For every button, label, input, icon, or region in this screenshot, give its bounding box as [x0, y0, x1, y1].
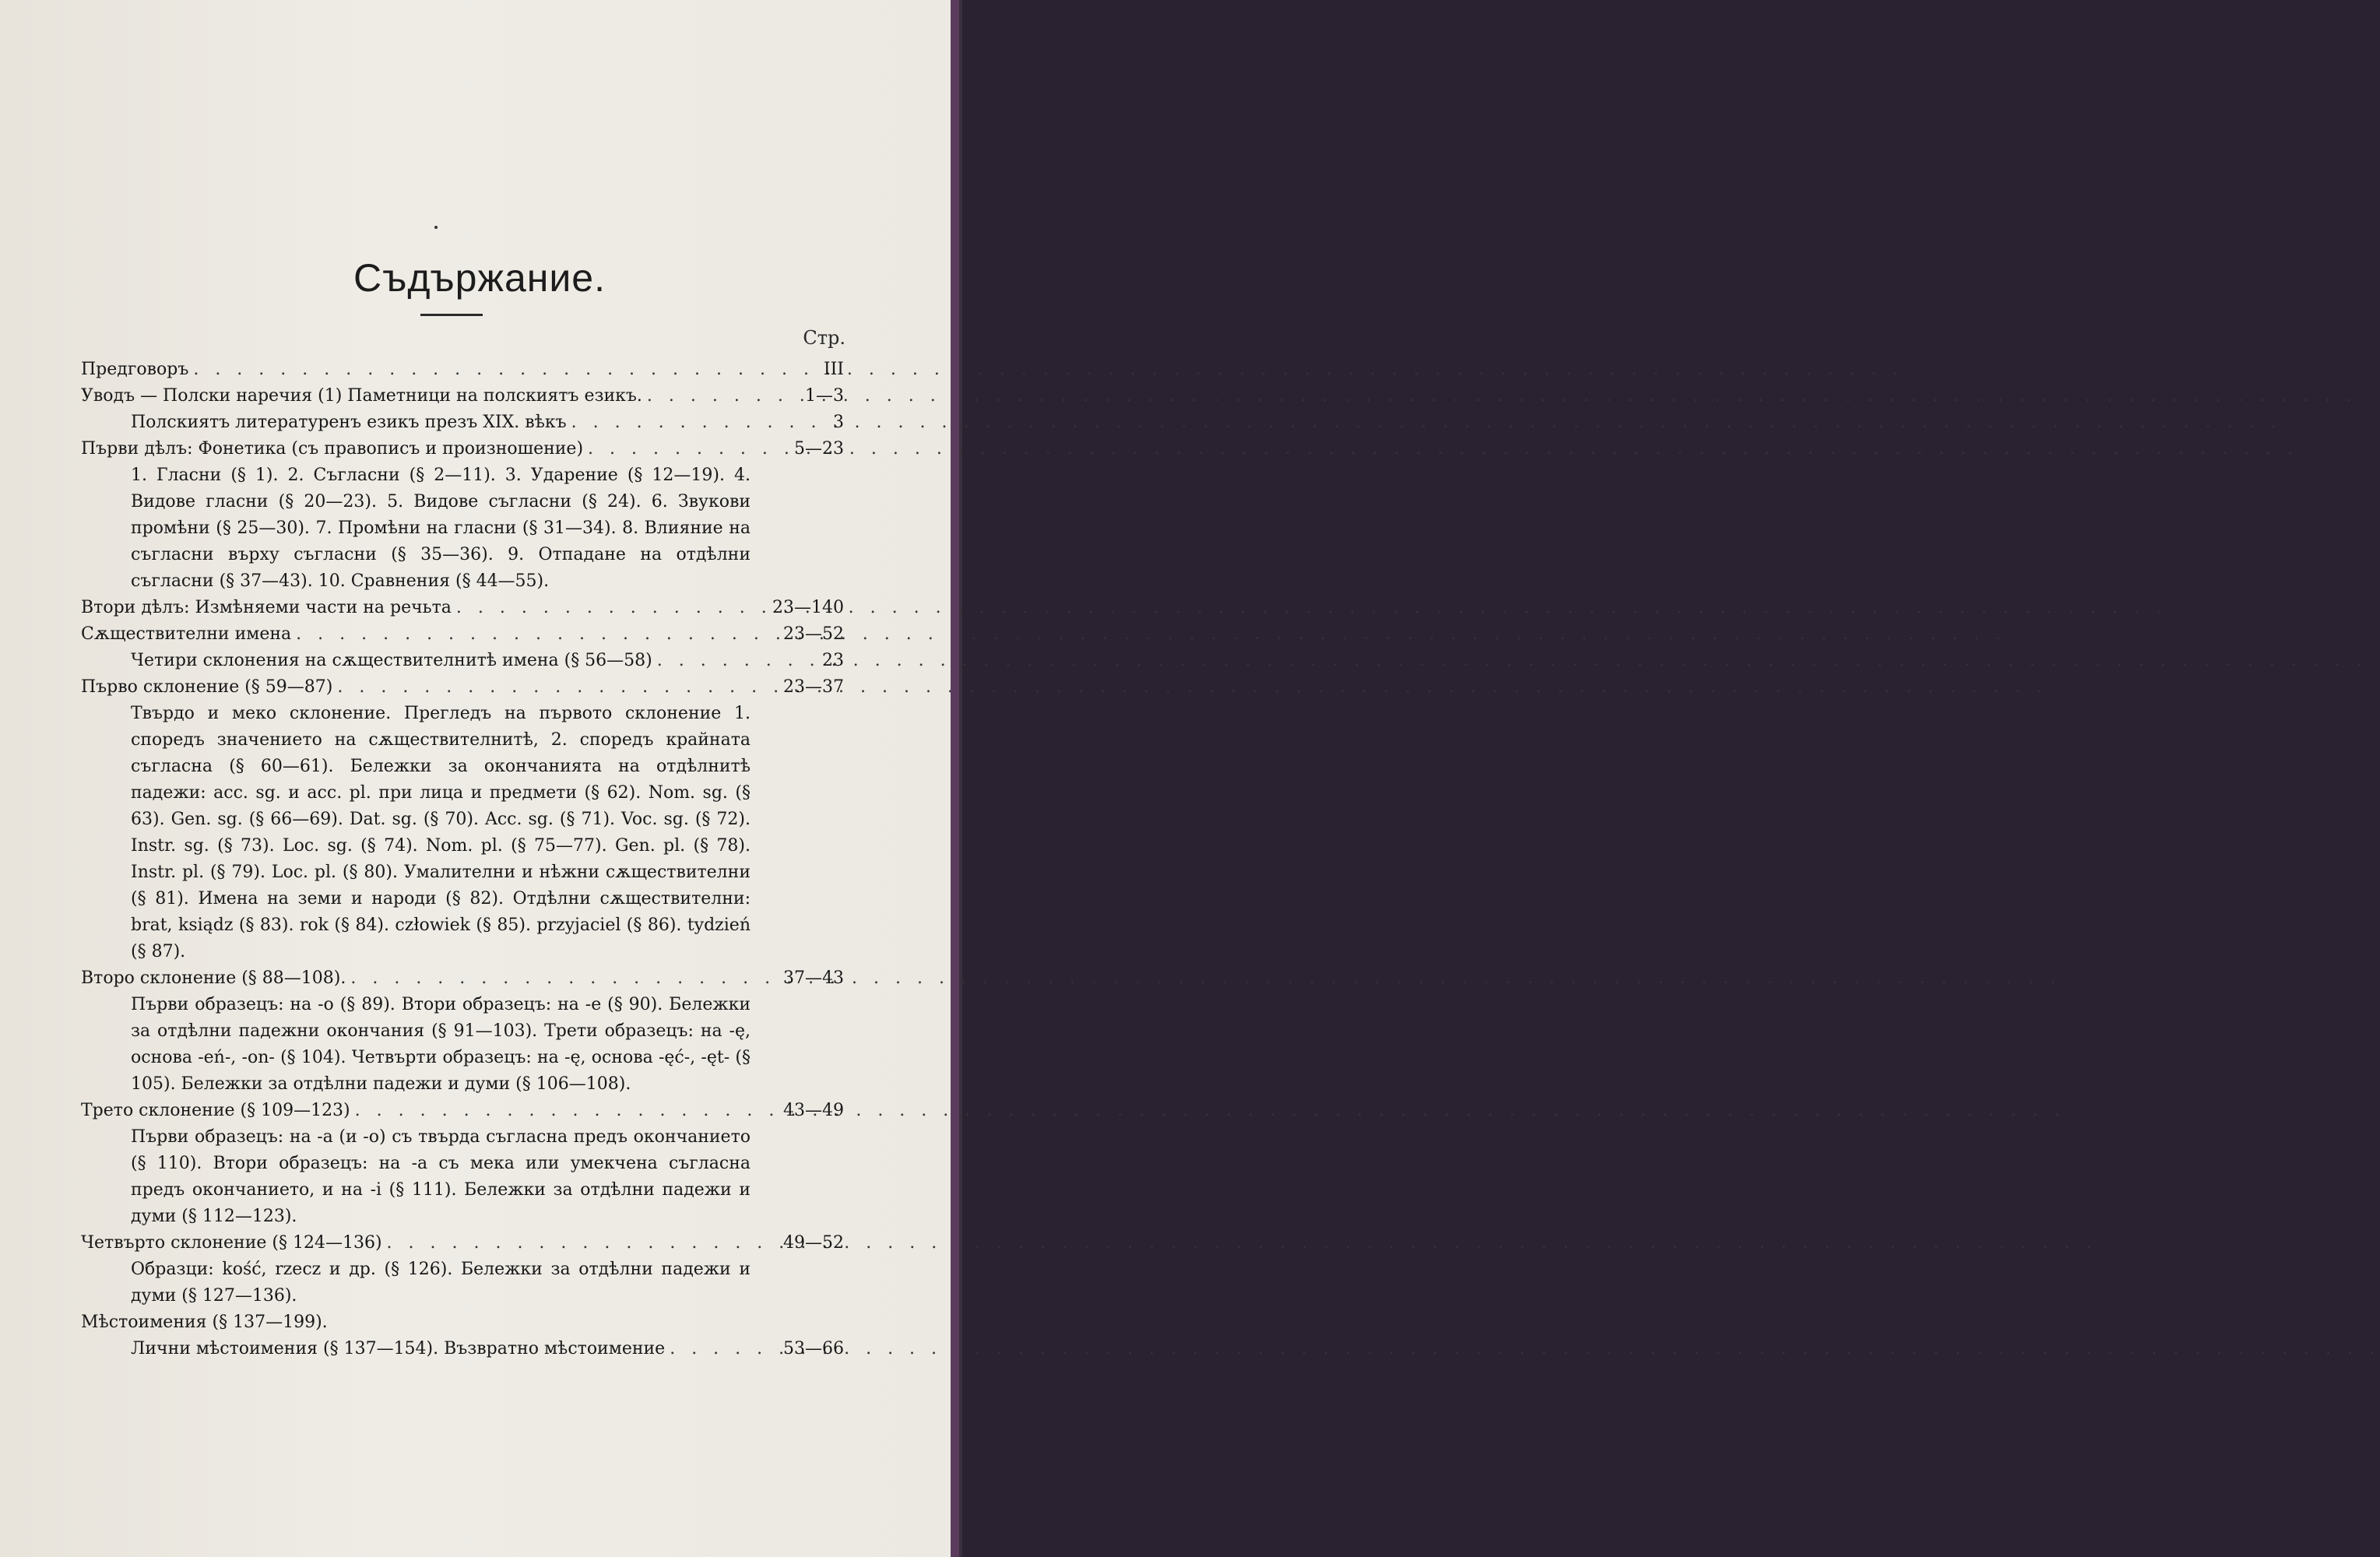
- toc-entry-four-declensions: Четири склонения на сѫществителнитѣ имена (§ 56—58) . . . 23: [81, 648, 844, 674]
- toc-paragraph-phonetics: 1. Гласни (§ 1). 2. Съгласни (§ 2—11). 3. Ударение (§ 12—19). 4. Видове гласни (§ 20—23). 5. Видове съгласни (§ 24). 6. Звукови промѣни (§ 25—30). 7. Промѣни на гласни (§ 31—34). 8. Влияние на съгласни върху съгласни (§ 35—36). 9. Отпадане на отдѣлни съгласни (§ 37—43). 10. Сравнения (§ 44—55).: [131, 466, 751, 591]
- page-number: III: [823, 360, 844, 379]
- toc-entry-pronouns: Мѣстоимения (§ 137—199).: [81, 1313, 328, 1332]
- page-number: 23: [822, 651, 844, 670]
- page-number: 37—43: [783, 968, 844, 988]
- toc-entry-intro: Уводъ — Полски наречия (1) Паметници на полскиятъ езикъ. . . . 1—3: [81, 383, 844, 409]
- toc-paragraph-fourth-declension: Образци: kość, rzecz и др. (§ 126). Бележки за отдѣлни падежи и думи (§ 127—136).: [131, 1260, 751, 1306]
- page-number: 23—37: [783, 677, 844, 697]
- toc-entry-third-declension: Трето склонение (§ 109—123) . . . 43—49: [81, 1098, 844, 1124]
- toc-paragraph-first-declension: Твърдо и меко склонение. Прегледъ на първото склонение 1. споредъ значението на сѫществителнитѣ, 2. споредъ крайната съгласна (§ 60—61). Бележки за окончанията на отдѣлнитѣ падежи: acc. sg. и acc. pl. при лица и предмети (§ 62). Nom. sg. (§ 63). Gen. sg. (§ 66—69). Dat. sg. (§ 70). Acc. sg. (§ 71). Voc. sg. (§ 72). Instr. sg. (§ 73). Loc. sg. (§ 74). Nom. pl. (§ 75—77). Gen. pl. (§ 78). Instr. pl. (§ 79). Loc. pl. (§ 80). Умалителни и нѣжни сѫществителни (§ 81). Имена на земи и народи (§ 82). Отдѣлни сѫществителни: brat, ksiądz (§ 83). rok (§ 84). człowiek (§ 85). przyjaciel (§ 86). tydzień (§ 87).: [131, 704, 751, 961]
- book-page: [0, 0, 962, 1557]
- page-number: 3: [833, 413, 844, 432]
- page-number: 5—23: [794, 439, 844, 459]
- toc-entry-preface: Предговоръ . . . III: [81, 357, 844, 383]
- toc-entry-fourth-declension: Четвърто склонение (§ 124—136) . . . 49—52: [81, 1230, 844, 1256]
- toc-entry-first-declension: Първо склонение (§ 59—87) . . . 23—37: [81, 674, 844, 701]
- page-title: Съдържание.: [353, 256, 606, 300]
- toc-entry-part-two: Втори дѣлъ: Измѣняеми части на речьта . . . 23—140: [81, 595, 844, 621]
- page-column-header: Стр.: [803, 327, 845, 349]
- toc-entry-nouns: Сѫществителни имена . . . 23—52: [81, 621, 844, 648]
- toc-entry-second-declension: Второ склонение (§ 88—108). . . . 37—43: [81, 965, 844, 992]
- title-rule: [420, 314, 483, 316]
- page-number: 43—49: [783, 1101, 844, 1120]
- toc-entry-part-one: Първи дѣлъ: Фонетика (съ правописъ и произношение) . . . 5—23: [81, 436, 844, 462]
- toc-entry-personal-pronouns: Лични мѣстоимения (§ 137—154). Възвратно мѣстоимение . . . 53—66: [81, 1336, 844, 1362]
- page-number: 23—140: [772, 598, 844, 617]
- page-number: 49—52: [783, 1233, 844, 1253]
- toc-entry-literary-language: Полскиятъ литературенъ езикъ презъ XIX. вѣкъ . . . 3: [81, 409, 844, 436]
- page-number: 23—52: [783, 624, 844, 644]
- toc-paragraph-third-declension: Първи образецъ: на -a (и -o) съ твърда съгласна предъ окончанието (§ 110). Втори образецъ: на -a съ мека или умекчена съгласна предъ окончанието, и на -i (§ 111). Бележки за отдѣлни падежи и думи (§ 112—123).: [131, 1127, 751, 1226]
- ornament-dot: [434, 226, 438, 229]
- page-number: 1—3: [805, 386, 844, 406]
- page-number: 53—66: [783, 1339, 844, 1358]
- table-of-contents: [81, 357, 844, 1362]
- toc-paragraph-second-declension: Първи образецъ: на -o (§ 89). Втори образецъ: на -e (§ 90). Бележки за отдѣлни падежни окончания (§ 91—103). Трети образецъ: на -ę, основа -eń-, -on- (§ 104). Четвърти образецъ: на -ę, основа -ęć-, -ęt- (§ 105). Бележки за отдѣлни падежи и думи (§ 106—108).: [131, 995, 751, 1094]
- book-spine-edge: [951, 0, 959, 1557]
